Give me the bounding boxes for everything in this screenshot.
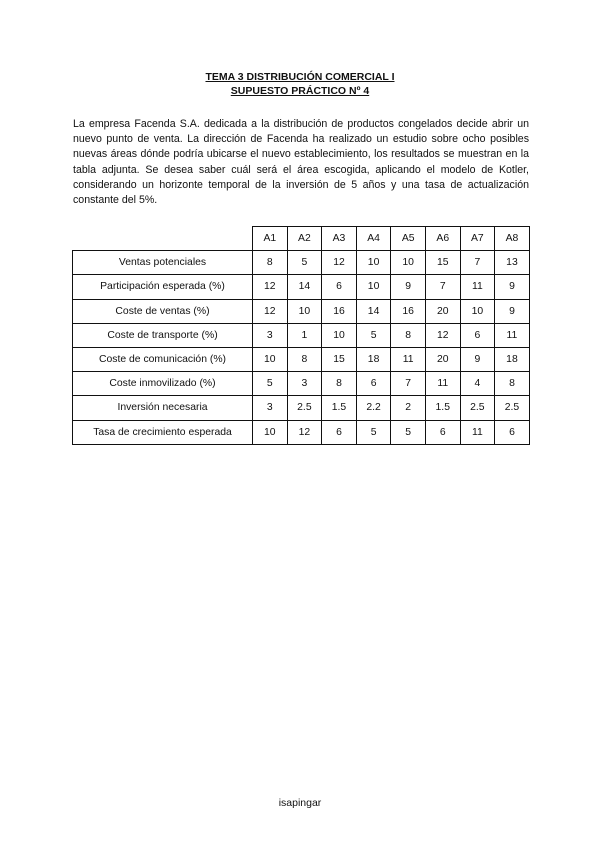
column-header: A1: [253, 227, 288, 251]
table-row: [73, 323, 530, 347]
table-cell: 6: [322, 420, 357, 444]
table-cell: 5: [253, 372, 288, 396]
table-cell: 8: [322, 372, 357, 396]
data-table: [72, 226, 530, 445]
column-header: A2: [287, 227, 322, 251]
table-cell: 5: [356, 420, 391, 444]
table-cell: 10: [322, 323, 357, 347]
table-cell: 15: [425, 251, 460, 275]
table-cell: 7: [391, 372, 426, 396]
table-cell: 10: [253, 420, 288, 444]
table-cell: 9: [495, 299, 530, 323]
table-cell: 11: [391, 347, 426, 371]
document-title: [0, 70, 600, 98]
table-cell: 3: [287, 372, 322, 396]
table-cell: 3: [253, 396, 288, 420]
table-cell: 1: [287, 323, 322, 347]
table-cell: 10: [356, 251, 391, 275]
row-label: Inversión necesaria: [73, 396, 253, 420]
table-cell: 11: [460, 275, 495, 299]
table-row: [73, 299, 530, 323]
title-line-1: TEMA 3 DISTRIBUCIÓN COMERCIAL I: [205, 71, 395, 83]
column-header: A8: [495, 227, 530, 251]
table-cell: 20: [425, 347, 460, 371]
table-cell: 10: [287, 299, 322, 323]
table-cell: 8: [391, 323, 426, 347]
table-cell: 9: [391, 275, 426, 299]
table-cell: 11: [495, 323, 530, 347]
table-cell: 9: [460, 347, 495, 371]
table-cell: 6: [356, 372, 391, 396]
row-label: Coste de transporte (%): [73, 323, 253, 347]
table-cell: 6: [322, 275, 357, 299]
table-row: [73, 251, 530, 275]
table-cell: 2.5: [460, 396, 495, 420]
row-label: Tasa de crecimiento esperada: [73, 420, 253, 444]
table-cell: 6: [425, 420, 460, 444]
table-cell: 2.2: [356, 396, 391, 420]
table-cell: 18: [495, 347, 530, 371]
table-cell: 12: [287, 420, 322, 444]
table-cell: 12: [253, 275, 288, 299]
table-cell: 12: [253, 299, 288, 323]
table-cell: 10: [391, 251, 426, 275]
table-corner-cell: [73, 227, 253, 251]
table-cell: 12: [322, 251, 357, 275]
row-label: Participación esperada (%): [73, 275, 253, 299]
table-cell: 8: [495, 372, 530, 396]
table-cell: 14: [287, 275, 322, 299]
column-header: A6: [425, 227, 460, 251]
column-header: A3: [322, 227, 357, 251]
table-cell: 10: [460, 299, 495, 323]
table-cell: 16: [391, 299, 426, 323]
table-cell: 12: [425, 323, 460, 347]
table-row: [73, 347, 530, 371]
table-row: [73, 420, 530, 444]
table-cell: 3: [253, 323, 288, 347]
table-row: [73, 372, 530, 396]
row-label: Coste inmovilizado (%): [73, 372, 253, 396]
row-label: Ventas potenciales: [73, 251, 253, 275]
row-label: Coste de ventas (%): [73, 299, 253, 323]
column-header: A4: [356, 227, 391, 251]
table-cell: 4: [460, 372, 495, 396]
table-cell: 1.5: [322, 396, 357, 420]
table-cell: 9: [495, 275, 530, 299]
footer-author: isapingar: [278, 797, 322, 809]
table-cell: 14: [356, 299, 391, 323]
table-cell: 7: [460, 251, 495, 275]
table-header-row: [73, 227, 530, 251]
table-cell: 20: [425, 299, 460, 323]
table-cell: 2: [391, 396, 426, 420]
table-cell: 6: [460, 323, 495, 347]
column-header: A7: [460, 227, 495, 251]
table-cell: 10: [356, 275, 391, 299]
table-cell: 11: [460, 420, 495, 444]
table-cell: 5: [287, 251, 322, 275]
table-cell: 2.5: [495, 396, 530, 420]
table-cell: 8: [253, 251, 288, 275]
table-cell: 2.5: [287, 396, 322, 420]
table-cell: 7: [425, 275, 460, 299]
table-row: [73, 396, 530, 420]
intro-paragraph: La empresa Facenda S.A. dedicada a la distribución de productos congelados decide abrir un nuevo punto de venta. La dirección de Facenda ha realizado un estudio sobre ocho posibles nuevas áreas dónde podría ubicarse el nuevo establecimiento, los resultados se muestran en la tabla adjunta. Se desea saber cuál será el área escogida, aplicando el modelo de Kotler, considerando un horizonte temporal de la inversión de 5 años y una tasa de actualización constante del 5%.: [73, 118, 529, 207]
table-cell: 8: [287, 347, 322, 371]
column-header: A5: [391, 227, 426, 251]
table-cell: 18: [356, 347, 391, 371]
table-cell: 15: [322, 347, 357, 371]
table-cell: 11: [425, 372, 460, 396]
table-row: [73, 275, 530, 299]
table-cell: 5: [356, 323, 391, 347]
table-cell: 10: [253, 347, 288, 371]
table-cell: 1.5: [425, 396, 460, 420]
table-cell: 5: [391, 420, 426, 444]
table-cell: 6: [495, 420, 530, 444]
table-cell: 16: [322, 299, 357, 323]
row-label: Coste de comunicación (%): [73, 347, 253, 371]
table-cell: 13: [495, 251, 530, 275]
title-line-2: SUPUESTO PRÁCTICO Nº 4: [230, 85, 370, 97]
